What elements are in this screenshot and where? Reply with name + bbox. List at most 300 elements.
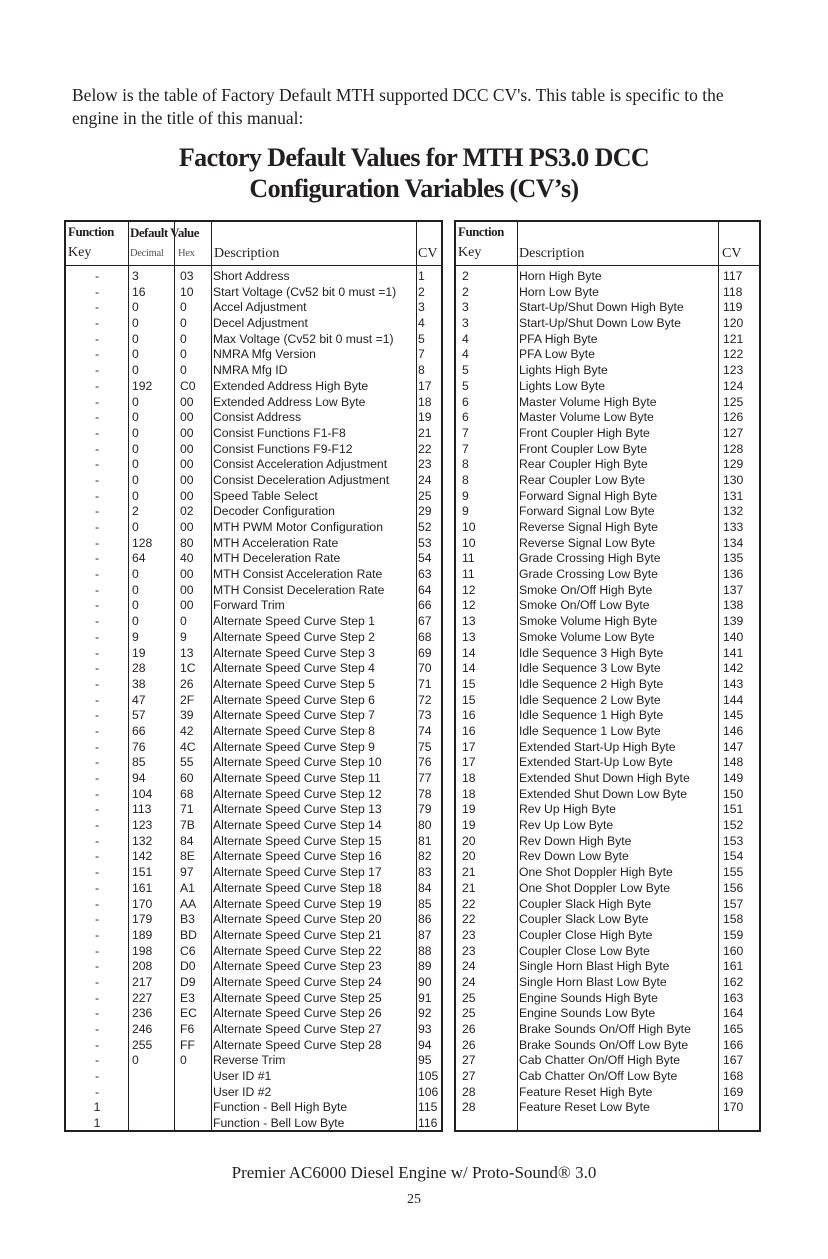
cell-cv: 75 — [418, 739, 432, 754]
table-row — [66, 504, 441, 520]
table-row — [456, 285, 759, 301]
cell-decimal: 0 — [132, 394, 139, 409]
cell-cv: 89 — [418, 959, 432, 974]
cell-cv: 170 — [723, 1100, 744, 1115]
cell-description: Horn Low Byte — [519, 284, 599, 299]
cell-cv: 85 — [418, 896, 432, 911]
cell-hex: E3 — [180, 990, 195, 1005]
cell-hex: B3 — [180, 912, 195, 927]
cell-cv: 25 — [418, 488, 432, 503]
header-hex: Hex — [178, 248, 195, 259]
cell-decimal: 113 — [132, 802, 152, 817]
cell-description: Idle Sequence 3 Low Byte — [519, 661, 661, 676]
table-row — [456, 457, 759, 473]
cell-description: Idle Sequence 2 Low Byte — [519, 692, 661, 707]
cell-cv: 18 — [418, 394, 432, 409]
cell-cv: 158 — [723, 912, 744, 927]
header-key: Key — [68, 245, 92, 260]
cell-cv: 138 — [723, 598, 744, 613]
cell-cv: 147 — [723, 739, 744, 754]
table-row — [66, 285, 441, 301]
page-number: 25 — [407, 1192, 421, 1207]
cell-cv: 92 — [418, 1006, 432, 1021]
cell-decimal: 38 — [132, 676, 146, 691]
cell-function-key: 28 — [462, 1084, 476, 1099]
cell-hex: 97 — [180, 865, 194, 880]
cell-description: Extended Address High Byte — [213, 378, 369, 393]
cell-description: Start-Up/Shut Down Low Byte — [519, 316, 681, 331]
cell-function-key: - — [94, 316, 100, 331]
cell-function-key: 12 — [462, 582, 476, 597]
cell-decimal: 64 — [132, 551, 146, 566]
cell-function-key: 15 — [462, 692, 476, 707]
cell-description: Alternate Speed Curve Step 2 — [213, 629, 375, 644]
cell-decimal: 2 — [132, 504, 139, 519]
cell-cv: 132 — [723, 504, 744, 519]
cell-description: Alternate Speed Curve Step 26 — [213, 1006, 382, 1021]
cell-decimal: 128 — [132, 535, 153, 550]
cell-function-key: - — [94, 802, 100, 817]
cell-function-key: 3 — [462, 300, 469, 315]
table-row — [66, 614, 441, 630]
table-row — [456, 1038, 759, 1054]
cell-description: Extended Address Low Byte — [213, 394, 366, 409]
table-row — [66, 1100, 441, 1116]
cell-function-key: 4 — [462, 331, 469, 346]
table-row — [456, 1100, 759, 1116]
cell-description: Consist Deceleration Adjustment — [213, 472, 390, 487]
table-row — [66, 1069, 441, 1085]
table-row — [456, 347, 759, 363]
header-divider — [456, 265, 759, 266]
cell-description: Alternate Speed Curve Step 5 — [213, 676, 375, 691]
cell-function-key: 7 — [462, 441, 469, 456]
cell-cv: 72 — [418, 692, 432, 707]
cell-hex: 80 — [180, 535, 194, 550]
cell-hex: 2F — [180, 692, 195, 707]
cell-function-key: - — [94, 912, 100, 927]
cell-description: Brake Sounds On/Off High Byte — [519, 1022, 691, 1036]
cell-decimal: 227 — [132, 990, 153, 1005]
cell-decimal: 0 — [132, 441, 139, 456]
table-row — [456, 928, 759, 944]
cell-description: Alternate Speed Curve Step 7 — [213, 708, 375, 723]
cell-cv: 105 — [418, 1069, 439, 1084]
cell-cv: 78 — [418, 786, 432, 801]
cell-cv: 86 — [418, 912, 432, 927]
cell-description: Smoke On/Off Low Byte — [519, 598, 650, 613]
cell-decimal: 0 — [132, 457, 139, 472]
cell-description: PFA Low Byte — [519, 347, 595, 362]
cv-table-right — [454, 220, 761, 1132]
cell-description: Alternate Speed Curve Step 17 — [213, 865, 382, 880]
cell-cv: 76 — [418, 755, 432, 770]
table-row — [66, 269, 441, 285]
table-row — [66, 991, 441, 1007]
cell-function-key: - — [94, 974, 100, 989]
header-default-value: Default Value — [130, 225, 199, 240]
cell-cv: 130 — [723, 472, 744, 487]
table-row — [456, 1053, 759, 1069]
cell-description: Front Coupler Low Byte — [519, 441, 648, 456]
cell-function-key: - — [94, 300, 100, 315]
cell-hex: 40 — [180, 551, 194, 566]
table-row — [66, 379, 441, 395]
cell-function-key: - — [94, 598, 100, 613]
cell-hex: FF — [180, 1037, 195, 1052]
cell-description: Function - Bell Low Byte — [213, 1116, 345, 1131]
cell-hex: 68 — [180, 786, 194, 801]
cell-description: Rev Down High Byte — [519, 833, 632, 848]
cell-function-key: 3 — [462, 316, 469, 331]
table-row — [456, 897, 759, 913]
table-row — [456, 504, 759, 520]
header-decimal: Decimal — [130, 248, 164, 259]
cell-description: User ID #1 — [213, 1069, 272, 1084]
cell-hex: 26 — [180, 676, 194, 691]
cell-function-key: 16 — [462, 708, 476, 723]
cell-decimal: 94 — [132, 771, 146, 785]
table-row — [66, 1006, 441, 1022]
cell-function-key: 14 — [462, 661, 476, 676]
cell-cv: 94 — [418, 1037, 432, 1052]
cell-function-key: 23 — [462, 927, 476, 942]
cell-description: Alternate Speed Curve Step 28 — [213, 1037, 382, 1052]
header-function: Function — [458, 224, 504, 239]
cell-function-key: 18 — [462, 771, 476, 785]
header-function: Function — [68, 224, 114, 239]
cell-cv: 69 — [418, 645, 432, 660]
cell-function-key: 14 — [462, 645, 476, 660]
cell-description: Horn High Byte — [519, 269, 602, 283]
table-row — [456, 834, 759, 850]
cell-function-key: - — [94, 551, 100, 566]
table-row — [456, 442, 759, 458]
table-row — [66, 489, 441, 505]
cell-function-key: - — [94, 331, 100, 346]
table-row — [456, 332, 759, 348]
cell-function-key: - — [94, 896, 100, 911]
table-rows — [66, 269, 441, 1132]
cell-description: Alternate Speed Curve Step 15 — [213, 833, 382, 848]
cell-description: Alternate Speed Curve Step 24 — [213, 974, 382, 989]
cell-cv: 90 — [418, 974, 432, 989]
cell-function-key: - — [94, 786, 100, 801]
table-row — [66, 928, 441, 944]
header-cv: CV — [418, 246, 438, 261]
cell-decimal: 192 — [132, 378, 153, 393]
cell-cv: 82 — [418, 849, 432, 864]
cell-decimal: 151 — [132, 865, 153, 880]
cell-decimal: 16 — [132, 284, 146, 299]
cell-function-key: - — [94, 535, 100, 550]
cell-function-key: 26 — [462, 1022, 476, 1036]
cell-description: Alternate Speed Curve Step 1 — [213, 614, 375, 629]
cell-description: Short Address — [213, 269, 290, 283]
cell-function-key: - — [94, 457, 100, 472]
cell-decimal: 19 — [132, 645, 146, 660]
cell-cv: 143 — [723, 676, 744, 691]
cell-function-key: 23 — [462, 943, 476, 958]
cell-cv: 95 — [418, 1053, 432, 1068]
cell-function-key: 26 — [462, 1037, 476, 1052]
cell-function-key: 1 — [93, 1100, 101, 1115]
cell-cv: 122 — [723, 347, 744, 362]
cell-hex: 0 — [180, 614, 187, 629]
table-row — [456, 520, 759, 536]
cell-hex: 39 — [180, 708, 194, 723]
cell-description: Alternate Speed Curve Step 25 — [213, 990, 382, 1005]
cell-function-key: - — [94, 488, 100, 503]
cell-function-key: - — [94, 1006, 100, 1021]
footer-title: Premier AC6000 Diesel Engine w/ Proto-Sound® 3.0 — [231, 1163, 597, 1182]
cell-cv: 165 — [723, 1022, 744, 1036]
cell-function-key: 17 — [462, 739, 476, 754]
cell-cv: 155 — [723, 865, 744, 880]
cell-cv: 93 — [418, 1022, 432, 1036]
cell-decimal: 66 — [132, 723, 146, 738]
cell-description: NMRA Mfg Version — [213, 347, 316, 362]
table-row — [66, 771, 441, 787]
table-row — [456, 787, 759, 803]
cell-decimal: 217 — [132, 974, 153, 989]
cell-decimal: 189 — [132, 927, 153, 942]
table-row — [456, 379, 759, 395]
cell-hex: AA — [180, 896, 197, 911]
table-row — [456, 724, 759, 740]
cell-cv: 106 — [418, 1084, 439, 1099]
cell-cv: 139 — [723, 614, 744, 629]
cell-cv: 133 — [723, 520, 744, 534]
cell-function-key: 10 — [462, 535, 476, 550]
cell-function-key: 9 — [462, 504, 469, 519]
cell-function-key: 5 — [462, 378, 469, 393]
table-row — [456, 1006, 759, 1022]
cell-hex: 7B — [180, 818, 195, 833]
cell-function-key: - — [94, 504, 100, 519]
cell-function-key: 6 — [462, 410, 469, 425]
cell-hex: 13 — [180, 645, 194, 660]
cell-description: Smoke Volume High Byte — [519, 614, 658, 629]
cell-cv: 3 — [418, 300, 425, 315]
cell-description: Alternate Speed Curve Step 9 — [213, 739, 375, 754]
cell-cv: 157 — [723, 896, 744, 911]
cell-hex: 42 — [180, 723, 194, 738]
cell-description: Alternate Speed Curve Step 13 — [213, 802, 382, 817]
cell-description: Lights High Byte — [519, 363, 608, 378]
cell-function-key: 9 — [462, 488, 469, 503]
cell-cv: 153 — [723, 833, 744, 848]
cell-cv: 161 — [723, 959, 744, 974]
cell-decimal: 0 — [132, 331, 139, 346]
table-row — [66, 849, 441, 865]
cell-function-key: 25 — [462, 990, 476, 1005]
cell-cv: 117 — [723, 269, 743, 283]
table-row — [456, 755, 759, 771]
cell-hex: 1C — [180, 661, 196, 676]
table-row — [456, 630, 759, 646]
cell-function-key: 8 — [462, 457, 469, 472]
table-row — [456, 991, 759, 1007]
table-row — [66, 410, 441, 426]
cell-description: Alternate Speed Curve Step 23 — [213, 959, 382, 974]
table-row — [66, 332, 441, 348]
table-row — [456, 818, 759, 834]
cell-function-key: - — [94, 1053, 100, 1068]
table-row — [66, 316, 441, 332]
table-row — [66, 881, 441, 897]
table-row — [66, 598, 441, 614]
cell-function-key: 12 — [462, 598, 476, 613]
cell-hex: 00 — [180, 582, 194, 597]
cell-cv: 152 — [723, 818, 744, 833]
cell-decimal: 104 — [132, 786, 153, 801]
cell-cv: 145 — [723, 708, 744, 723]
cell-description: Rev Up Low Byte — [519, 818, 614, 833]
cell-cv: 81 — [418, 833, 432, 848]
cell-description: Coupler Close High Byte — [519, 927, 653, 942]
cell-cv: 91 — [418, 990, 432, 1005]
cell-cv: 23 — [418, 457, 432, 472]
header-key: Key — [458, 245, 482, 260]
cell-function-key: - — [94, 1069, 100, 1084]
cell-function-key: - — [94, 363, 100, 378]
table-row — [456, 1069, 759, 1085]
table-row — [66, 897, 441, 913]
table-row — [66, 1116, 441, 1132]
cell-hex: BD — [180, 927, 197, 942]
cell-hex: 00 — [180, 472, 194, 487]
table-row — [456, 1085, 759, 1101]
cell-decimal: 208 — [132, 959, 153, 974]
cell-decimal: 0 — [132, 363, 139, 378]
cell-function-key: - — [94, 833, 100, 848]
cell-decimal: 179 — [132, 912, 153, 927]
cell-function-key: 16 — [462, 723, 476, 738]
cell-decimal: 47 — [132, 692, 146, 707]
cell-function-key: 8 — [462, 472, 469, 487]
cell-hex: 8E — [180, 849, 195, 864]
cell-description: Front Coupler High Byte — [519, 425, 650, 440]
cell-hex: D9 — [180, 974, 196, 989]
cell-cv: 83 — [418, 865, 432, 880]
cell-cv: 144 — [723, 692, 744, 707]
table-row — [66, 536, 441, 552]
cell-description: Engine Sounds High Byte — [519, 990, 658, 1005]
cell-function-key: 13 — [462, 614, 476, 629]
cell-function-key: 10 — [462, 520, 476, 534]
cell-cv: 127 — [723, 425, 744, 440]
cell-cv: 22 — [418, 441, 432, 456]
table-row — [66, 802, 441, 818]
cell-decimal: 161 — [132, 880, 153, 895]
table-row — [66, 677, 441, 693]
cell-function-key: - — [94, 284, 100, 299]
cell-hex: F6 — [180, 1022, 195, 1036]
cell-description: Reverse Signal Low Byte — [519, 535, 656, 550]
cell-decimal: 0 — [132, 347, 139, 362]
table-row — [456, 912, 759, 928]
cell-decimal: 198 — [132, 943, 153, 958]
table-row — [66, 865, 441, 881]
cell-cv: 71 — [418, 676, 432, 691]
cell-cv: 29 — [418, 504, 432, 519]
cell-cv: 121 — [723, 331, 744, 346]
cell-description: Consist Acceleration Adjustment — [213, 457, 388, 472]
table-row — [456, 881, 759, 897]
cell-description: Decoder Configuration — [213, 504, 335, 519]
cell-decimal: 236 — [132, 1006, 153, 1021]
cell-cv: 146 — [723, 723, 744, 738]
cell-description: Alternate Speed Curve Step 4 — [213, 661, 375, 676]
cell-cv: 135 — [723, 551, 744, 566]
table-row — [456, 426, 759, 442]
cell-cv: 63 — [418, 567, 432, 582]
cell-description: Alternate Speed Curve Step 6 — [213, 692, 375, 707]
cell-function-key: - — [94, 849, 100, 864]
title-line-1: Factory Default Values for MTH PS3.0 DCC — [178, 143, 650, 172]
cell-cv: 1 — [418, 269, 425, 283]
cell-description: Coupler Close Low Byte — [519, 943, 650, 958]
cell-decimal: 0 — [132, 1053, 139, 1068]
cell-cv: 68 — [418, 629, 432, 644]
cell-function-key: - — [94, 865, 100, 880]
cell-cv: 131 — [723, 488, 744, 503]
cell-description: Coupler Slack High Byte — [519, 896, 652, 911]
cell-description: Cab Chatter On/Off High Byte — [519, 1053, 680, 1068]
cell-cv: 115 — [418, 1100, 438, 1115]
cell-function-key: 11 — [462, 551, 475, 566]
cell-function-key: - — [94, 347, 100, 362]
intro-paragraph: Below is the table of Factory Default MTH supported DCC CV's. This table is specific to the engine in the title of this manual: — [72, 84, 724, 128]
table-row — [66, 646, 441, 662]
cell-description: Grade Crossing Low Byte — [519, 567, 658, 582]
cell-cv: 64 — [418, 582, 432, 597]
table-row — [456, 693, 759, 709]
cell-function-key: - — [94, 927, 100, 942]
cell-cv: 5 — [418, 331, 425, 346]
cell-decimal: 0 — [132, 614, 139, 629]
cell-description: Grade Crossing High Byte — [519, 551, 661, 566]
table-row — [456, 551, 759, 567]
table-row — [66, 551, 441, 567]
cell-description: Alternate Speed Curve Step 3 — [213, 645, 375, 660]
cell-decimal: 142 — [132, 849, 153, 864]
cell-function-key: 2 — [462, 284, 469, 299]
table-row — [66, 708, 441, 724]
cell-decimal: 0 — [132, 598, 139, 613]
cell-hex: C0 — [180, 378, 196, 393]
table-rows — [456, 269, 759, 1116]
cell-decimal: 246 — [132, 1022, 153, 1036]
table-row — [456, 316, 759, 332]
cell-description: Consist Functions F1-F8 — [213, 425, 346, 440]
cell-description: Alternate Speed Curve Step 18 — [213, 880, 382, 895]
cell-description: Decel Adjustment — [213, 316, 308, 331]
cell-function-key: - — [94, 676, 100, 691]
cell-description: MTH Consist Acceleration Rate — [213, 567, 383, 582]
cell-cv: 80 — [418, 818, 432, 833]
cell-function-key: - — [94, 1022, 100, 1036]
cell-hex: 0 — [180, 1053, 187, 1068]
cell-cv: 128 — [723, 441, 744, 456]
cell-function-key: - — [94, 692, 100, 707]
cell-cv: 164 — [723, 1006, 744, 1021]
cell-function-key: 27 — [462, 1069, 476, 1084]
page-title — [64, 142, 764, 204]
cell-function-key: 2 — [462, 269, 469, 283]
cell-cv: 84 — [418, 880, 432, 895]
